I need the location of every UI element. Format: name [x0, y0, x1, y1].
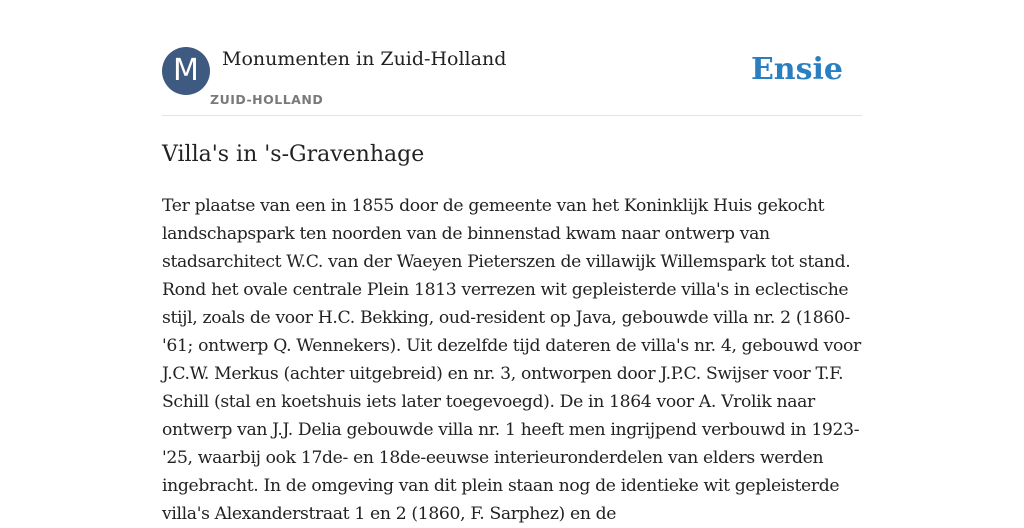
category-link[interactable]: ZUID-HOLLAND [210, 92, 324, 107]
book-title-link[interactable]: Monumenten in Zuid-Holland [222, 48, 507, 70]
header [162, 47, 862, 115]
ensie-logo[interactable]: Ensie [750, 52, 843, 87]
entry-title: Villa's in 's-Gravenhage [162, 142, 425, 167]
avatar[interactable]: M [162, 47, 210, 95]
header-divider [162, 115, 862, 116]
entry-body: Ter plaatse van een in 1855 door de gemeente van het Koninklijk Huis gekocht landschapspark ten noorden van de binnenstad kwam naar ontwerp van stadsarchitect W.C. van der Waeyen Pieterszen de villawijk Willemspark tot stand. Rond het ovale centrale Plein 1813 verrezen wit gepleisterde villa's in eclectische stijl, zoals de voor H.C. Bekking, oud-resident op Java, gebouwde villa nr. 2 (1860-'61; ontwerp Q. Wennekers). Uit dezelfde tijd dateren de villa's nr. 4, gebouwd voor J.C.W. Merkus (achter uitgebreid) en nr. 3, ontworpen door J.P.C. Swijser voor T.F. Schill (stal en koetshuis iets later toegevoegd). De in 1864 voor A. Vrolik naar ontwerp van J.J. Delia gebouwde villa nr. 1 heeft men ingrijpend verbouwd in 1923-'25, waarbij ook 17de- en 18de-eeuwse interieuronderdelen van elders werden ingebracht. In de omgeving van dit plein staan nog de identieke wit gepleisterde villa's Alexanderstraat 1 en 2 (1860, F. Sarphez) en de [162, 196, 861, 524]
